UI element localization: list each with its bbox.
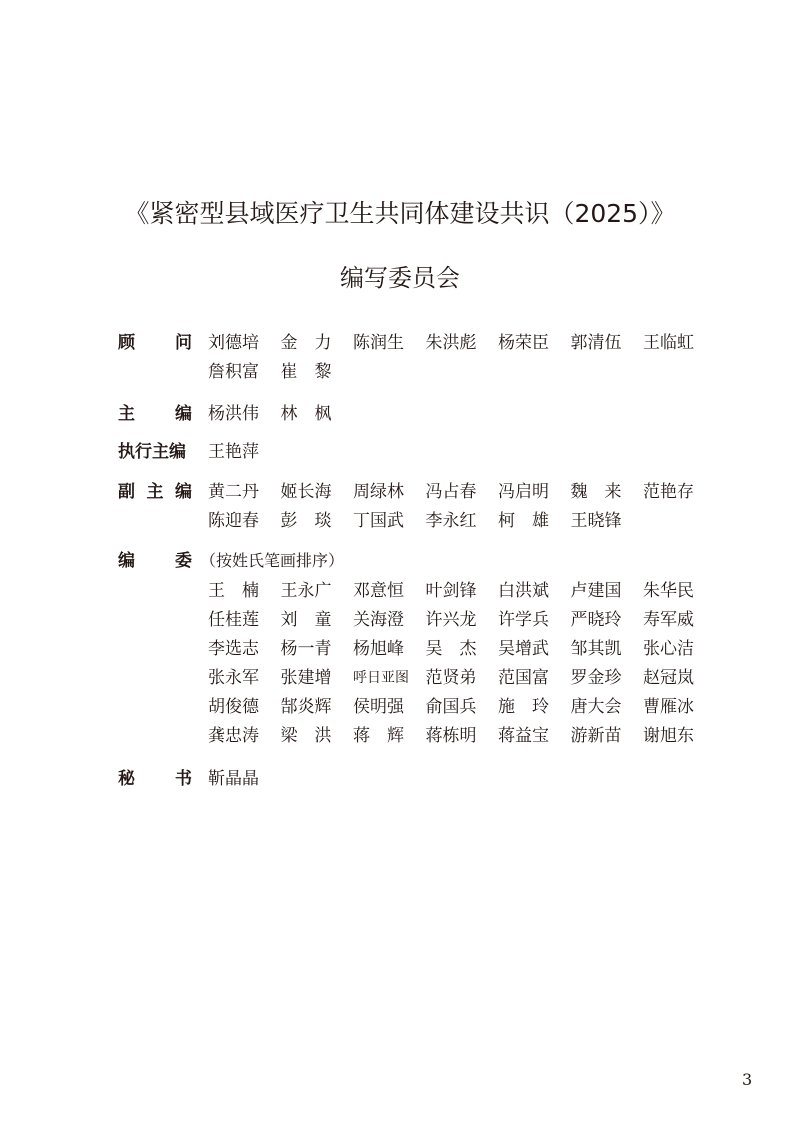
member-name: 杨洪伟	[208, 404, 259, 424]
member-name: 周绿林	[353, 482, 404, 502]
name-row	[208, 358, 728, 387]
member-name: 赵冠岚	[643, 668, 694, 688]
ordering-note: （按姓氏笔画排序）	[200, 551, 345, 570]
name-row	[208, 635, 728, 664]
member-name: 严晓玲	[570, 610, 622, 630]
names-block	[208, 329, 728, 387]
member-name: 蒋 辉	[353, 726, 404, 746]
role-char: 主	[118, 404, 135, 424]
member-name: 魏 来	[570, 482, 622, 502]
names-block	[208, 478, 728, 536]
member-name: 侯明强	[353, 697, 404, 717]
member-name: 靳晶晶	[208, 769, 259, 789]
member-name: 蒋益宝	[498, 726, 549, 746]
member-name: 王永广	[280, 581, 332, 601]
member-name: 李永红	[425, 511, 477, 531]
names-block	[208, 765, 728, 794]
names-block	[208, 438, 728, 467]
member-name: 范艳存	[643, 482, 694, 502]
member-name: 关海澄	[353, 610, 404, 630]
committee-heading: 编写委员会	[340, 264, 460, 292]
name-row	[208, 329, 728, 358]
role-char: 主	[146, 482, 164, 502]
page-number: 3	[742, 1070, 753, 1089]
member-name: 刘 童	[280, 610, 332, 630]
member-name: 邓意恒	[353, 581, 404, 601]
name-row	[208, 438, 728, 467]
name-row	[208, 507, 728, 536]
member-name: 张心洁	[643, 639, 694, 659]
member-name: 杨一青	[280, 639, 332, 659]
document-title: 《紧密型县域医疗卫生共同体建设共识（2025）》	[124, 199, 676, 228]
role-char: 编	[118, 551, 135, 571]
member-name: 黄二丹	[208, 482, 259, 502]
role-char: 秘	[118, 769, 135, 789]
role-label	[118, 400, 192, 428]
member-name: 冯启明	[498, 482, 549, 502]
member-name: 寿军威	[643, 610, 694, 630]
member-name: 邹其凯	[570, 639, 622, 659]
role-char: 副	[118, 482, 135, 502]
member-name: 姬长海	[280, 482, 332, 502]
role-char: 顾	[118, 333, 135, 353]
member-name: 吴增武	[498, 639, 549, 659]
role-label	[118, 478, 192, 506]
role-char: 执行主编	[118, 442, 186, 462]
name-row	[208, 478, 728, 507]
names-block	[208, 400, 728, 429]
member-name: 蒋栋明	[425, 726, 477, 746]
member-name: 呼日亚图	[353, 670, 409, 686]
member-name: 许学兵	[498, 610, 549, 630]
name-row	[208, 400, 728, 429]
member-name: 胡俊德	[208, 697, 259, 717]
role-char: 书	[175, 769, 192, 789]
name-row	[208, 765, 728, 794]
role-char: 编	[175, 404, 192, 424]
role-char: 编	[175, 482, 192, 502]
role-label	[118, 438, 192, 466]
role-label	[118, 765, 192, 793]
member-name: 许兴龙	[425, 610, 477, 630]
member-name: 谢旭东	[643, 726, 694, 746]
role-label	[118, 329, 192, 357]
member-name: 崔 黎	[280, 362, 332, 382]
member-name: 王晓锋	[570, 511, 622, 531]
member-name: 白洪斌	[498, 581, 549, 601]
member-name: 俞国兵	[425, 697, 477, 717]
member-name: 张建增	[280, 668, 332, 688]
member-name: 吴 杰	[425, 639, 477, 659]
name-row	[208, 693, 728, 722]
member-name: 詹积富	[208, 362, 259, 382]
name-row	[208, 722, 728, 751]
member-name: 彭 琰	[280, 511, 332, 531]
member-name: 陈润生	[353, 333, 404, 353]
name-row	[208, 577, 728, 606]
member-name: 唐大会	[570, 697, 622, 717]
member-name: 柯 雄	[498, 511, 549, 531]
member-name: 王艳萍	[208, 442, 259, 462]
name-row	[208, 606, 728, 635]
member-name: 游新苗	[570, 726, 622, 746]
name-row	[208, 664, 728, 693]
member-name: 王 楠	[208, 581, 259, 601]
member-name: 杨旭峰	[353, 639, 404, 659]
member-name: 施 玲	[498, 697, 549, 717]
names-block	[208, 577, 728, 751]
role-char: 委	[175, 551, 192, 571]
member-name: 李选志	[208, 639, 259, 659]
member-name: 林 枫	[280, 404, 332, 424]
member-name: 丁国武	[353, 511, 404, 531]
member-name: 梁 洪	[280, 726, 332, 746]
role-label	[118, 547, 192, 575]
member-name: 冯占春	[425, 482, 477, 502]
member-name: 王临虹	[643, 333, 694, 353]
member-name: 陈迎春	[208, 511, 259, 531]
member-name: 任桂莲	[208, 610, 259, 630]
member-name: 叶剑锋	[425, 581, 477, 601]
member-name: 郜炎辉	[280, 697, 332, 717]
member-name: 张永军	[208, 668, 259, 688]
member-name: 范国富	[498, 668, 549, 688]
member-name: 朱洪彪	[425, 333, 477, 353]
member-name: 朱华民	[643, 581, 694, 601]
member-name: 卢建国	[570, 581, 622, 601]
member-name: 范贤弟	[425, 668, 477, 688]
member-name: 龚忠涛	[208, 726, 259, 746]
member-name: 刘德培	[208, 333, 259, 353]
member-name: 金 力	[280, 333, 332, 353]
member-name: 曹雁冰	[643, 697, 694, 717]
member-name: 罗金珍	[570, 668, 622, 688]
member-name: 郭清伍	[570, 333, 622, 353]
role-char: 问	[175, 333, 192, 353]
member-name: 杨荣臣	[498, 333, 549, 353]
